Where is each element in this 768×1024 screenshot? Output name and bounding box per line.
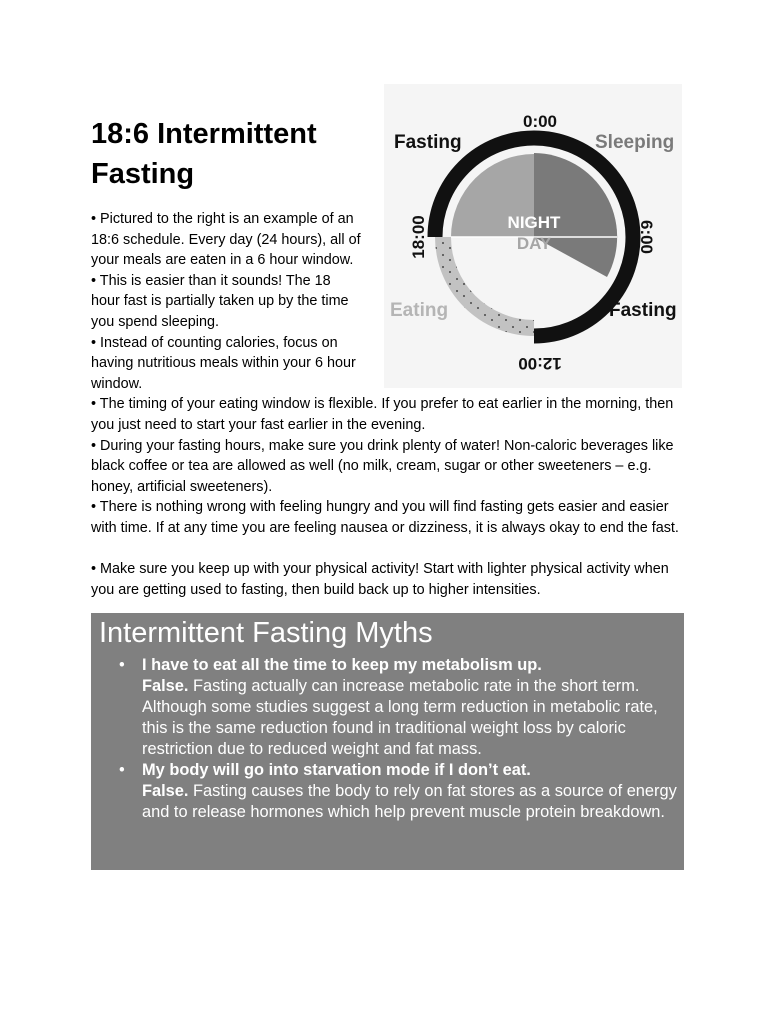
- myths-section: [91, 613, 684, 870]
- myth-explanation: Fasting actually can increase metabolic rate in the short term. Although some studies suggest a long term reduction in metabolic rate, this is the same reduction found in traditional weight loss by caloric restriction due to reduced weight and fat mass.: [142, 677, 658, 758]
- time-0600: 6:00: [637, 219, 656, 255]
- intro-line: hour fast is partially taken up by the time: [91, 293, 349, 310]
- myth-verdict: False.: [142, 677, 189, 695]
- night-label: NIGHT: [507, 213, 561, 232]
- myths-heading: Intermittent Fasting Myths: [99, 617, 433, 649]
- myth-statement: My body will go into starvation mode if I don’t eat.: [142, 761, 531, 779]
- fasting-clock-diagram: [384, 84, 682, 388]
- tip-paragraph: • During your fasting hours, make sure you drink plenty of water! Non-caloric beverages like black coffee or tea are allowed as well (no milk, cream, sugar or other sweeteners – e.g. honey, artificial sweeteners).: [91, 437, 674, 495]
- time-1200: 12:00: [518, 354, 562, 373]
- fasting-label-bottom: Fasting: [609, 300, 677, 321]
- myth-verdict: False.: [142, 782, 189, 800]
- intro-line: 18:6 schedule. Every day (24 hours), all of: [91, 231, 361, 248]
- intro-line: • Pictured to the right is an example of an: [91, 211, 354, 227]
- fasting-label-top: Fasting: [394, 132, 462, 153]
- time-0000: 0:00: [522, 112, 558, 131]
- bullet-icon: •: [119, 656, 125, 674]
- intro-line: window.: [91, 375, 143, 392]
- day-label: DAY: [516, 234, 552, 253]
- page-title: 18:6 Intermittent Fasting: [91, 118, 317, 190]
- myth-item: [91, 760, 684, 823]
- myth-explanation: Fasting causes the body to rely on fat stores as a source of energy and to release hormones which help prevent muscle protein breakdown.: [142, 782, 677, 821]
- sleeping-label: Sleeping: [595, 132, 675, 153]
- tip-paragraph: • The timing of your eating window is flexible. If you prefer to eat earlier in the morning, then you just need to start your fast earlier in the evening.: [91, 396, 674, 433]
- intro-line: you spend sleeping.: [91, 314, 220, 330]
- myth-statement: I have to eat all the time to keep my metabolism up.: [142, 656, 542, 674]
- myth-item: [91, 655, 684, 760]
- tip-paragraph: • Make sure you keep up with your physical activity! Start with lighter physical activity when you are getting used to fasting, then build back up to higher intensities.: [91, 561, 669, 598]
- tip-paragraph: • There is nothing wrong with feeling hungry and you will find fasting gets easier and easier with time. If at any time you are feeling nausea or dizziness, it is always okay to end the fast.: [91, 499, 679, 536]
- intro-line: • This is easier than it sounds! The 18: [91, 272, 331, 289]
- fasting-clock-svg: [384, 84, 682, 388]
- myths-list: [91, 655, 684, 823]
- intro-line: • Instead of counting calories, focus on: [91, 334, 338, 351]
- bullet-icon: •: [119, 761, 125, 779]
- intro-line: your meals are eaten in a 6 hour window.: [91, 252, 354, 269]
- time-1800: 18:00: [409, 215, 428, 259]
- intro-line: having nutritious meals within your 6 hour: [91, 355, 356, 372]
- eating-label: Eating: [390, 300, 449, 321]
